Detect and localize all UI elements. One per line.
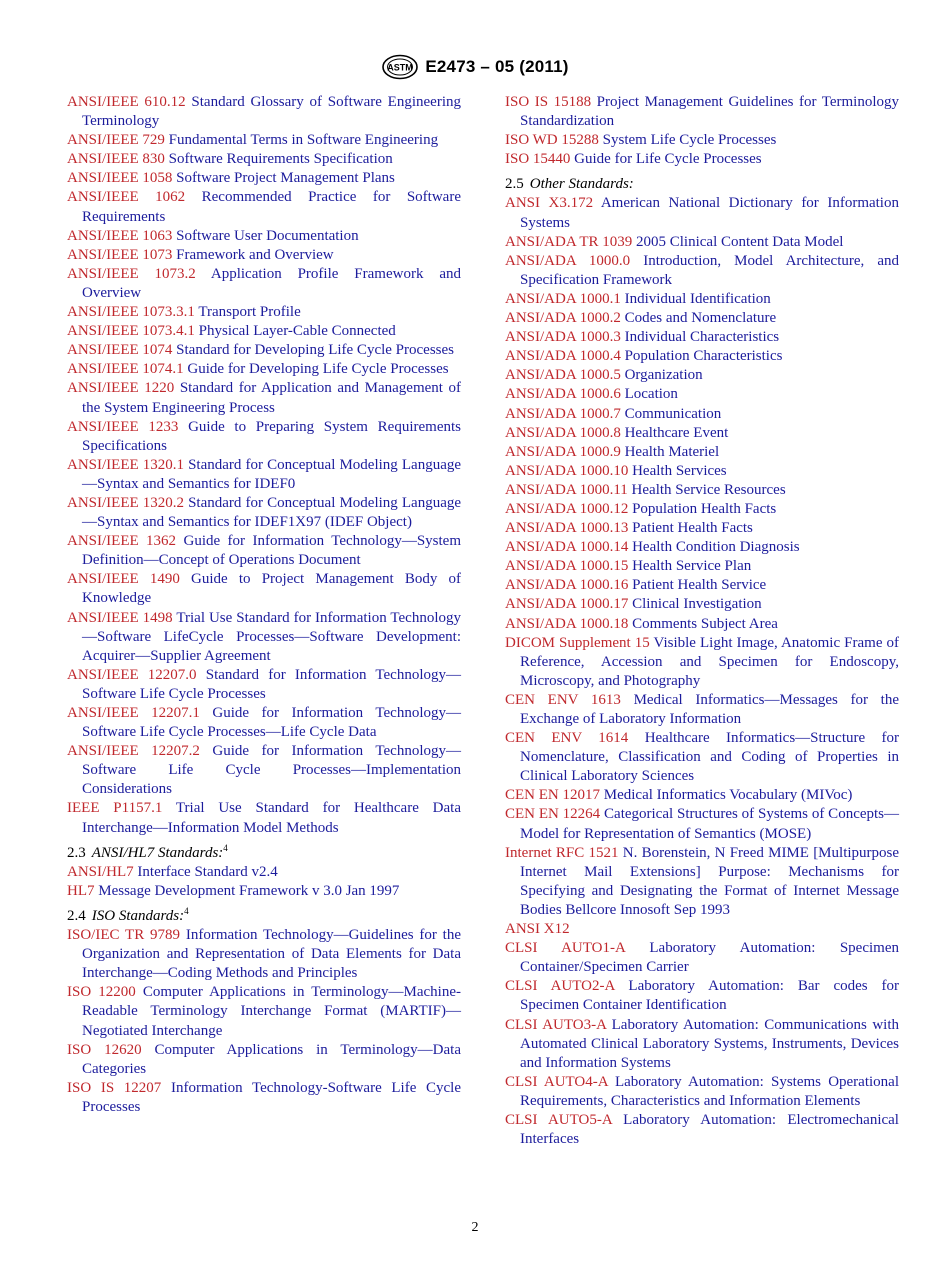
- reference-entry: [505, 194, 899, 232]
- standard-title-link[interactable]: N. Borenstein, N Freed MIME [Multipurpose Internet Mail Extensions] Purpose: Mechanisms for Specifying and Designating the Format of Internet Message Bodies Bellcore Innosoft Sep 1993: [520, 844, 900, 918]
- reference-entry: [505, 93, 899, 131]
- standard-title-link[interactable]: Communication: [624, 405, 722, 422]
- standard-code-link[interactable]: ANSI/ADA 1000.11: [505, 481, 628, 498]
- reference-entry: [505, 309, 899, 328]
- standard-code-link[interactable]: ANSI/ADA 1000.16: [505, 577, 629, 594]
- section-2-3-heading: [67, 844, 461, 863]
- reference-entry: [505, 920, 899, 939]
- reference-entry: [505, 1111, 899, 1149]
- section-number: 2.4: [67, 907, 86, 924]
- standard-title-link[interactable]: Guide to Project Management Body of Knowledge: [82, 571, 462, 607]
- standard-title-link[interactable]: Information Technology—Guidelines for the Organization and Representation of Data Elements for Data Interchange—Coding Methods and Principles: [82, 927, 462, 982]
- reference-entry: [505, 424, 899, 443]
- standard-title-link[interactable]: Standard for Conceptual Modeling Language—Syntax and Semantics for IDEF0: [82, 456, 462, 492]
- reference-entry: [505, 462, 899, 481]
- reference-entry: [67, 93, 461, 131]
- reference-entry: [505, 1016, 899, 1073]
- reference-entry: [67, 494, 461, 532]
- reference-entry: [67, 570, 461, 608]
- standard-title-link[interactable]: Recommended Practice for Software Requirements: [82, 189, 461, 225]
- reference-entry: [505, 443, 899, 462]
- reference-entry: [505, 481, 899, 500]
- standard-code-link[interactable]: ANSI/IEEE 1073.2: [67, 265, 196, 282]
- reference-entry: [505, 150, 899, 169]
- standard-title-link[interactable]: Health Materiel: [624, 443, 720, 460]
- standard-code-link[interactable]: ANSI/IEEE 1074: [67, 342, 173, 359]
- standard-title-link[interactable]: Guide to Preparing System Requirements Specifications: [82, 418, 461, 454]
- standard-title-link[interactable]: Information Technology-Software Life Cycle Processes: [82, 1079, 462, 1115]
- standard-title-link[interactable]: Computer Applications in Terminology—Data Categories: [82, 1041, 461, 1077]
- standard-title-link[interactable]: Health Service Plan: [632, 558, 752, 575]
- reference-entry: [505, 1073, 899, 1111]
- standard-title-link[interactable]: Population Health Facts: [632, 500, 777, 517]
- standard-title-link[interactable]: Health Services: [632, 462, 727, 479]
- reference-entry: [67, 666, 461, 704]
- standard-code-link[interactable]: CLSI AUTO2-A: [505, 978, 615, 995]
- standard-code-link[interactable]: ANSI/ADA 1000.14: [505, 539, 629, 556]
- footnote-ref: 4: [223, 842, 228, 853]
- standard-code-link[interactable]: ANSI/IEEE 729: [67, 132, 165, 149]
- standard-title-link[interactable]: Individual Identification: [624, 290, 771, 307]
- standard-title-link[interactable]: Trial Use Standard for Healthcare Data Interchange—Information Model Methods: [82, 800, 461, 836]
- reference-entry: [505, 786, 899, 805]
- standard-code-link[interactable]: ISO WD 15288: [505, 132, 599, 149]
- section-label: Other Standards:: [529, 176, 634, 193]
- standard-title-link[interactable]: Patient Health Facts: [632, 520, 753, 537]
- standard-code-link[interactable]: CLSI AUTO5-A: [505, 1111, 612, 1128]
- reference-entry: [67, 799, 461, 837]
- standard-code-link[interactable]: HL7: [67, 882, 95, 899]
- reference-entry: [505, 538, 899, 557]
- standard-code-link[interactable]: ANSI/IEEE 12207.0: [67, 666, 197, 683]
- standard-title-link[interactable]: Laboratory Automation: Systems Operational Requirements, Characteristics and Information Elements: [520, 1073, 899, 1109]
- standard-code-link[interactable]: DICOM Supplement 15: [505, 634, 650, 651]
- standard-code-link[interactable]: CLSI AUTO3-A: [505, 1016, 607, 1033]
- standard-code-link[interactable]: ANSI X3.172: [505, 195, 594, 212]
- astm-logo-icon: [381, 54, 419, 80]
- standard-code-link[interactable]: ANSI/IEEE 830: [67, 151, 165, 168]
- standard-code-link[interactable]: ISO IS 15188: [505, 94, 592, 110]
- standard-code-link[interactable]: ANSI/ADA 1000.8: [505, 424, 621, 441]
- standard-title-link[interactable]: Population Characteristics: [624, 348, 783, 365]
- standard-title-link[interactable]: Organization: [624, 367, 703, 384]
- reference-entry: [505, 519, 899, 538]
- reference-entry: [67, 926, 461, 983]
- standard-title-link[interactable]: Healthcare Informatics—Structure for Nomenclature, Classification and Coding of Properties in Clinical Laboratory Sciences: [520, 730, 899, 785]
- standard-title-link[interactable]: Project Management Guidelines for Terminology Standardization: [520, 94, 899, 130]
- standard-code-link[interactable]: ANSI/ADA 1000.4: [505, 348, 621, 365]
- reference-entry: [505, 252, 899, 290]
- standard-title-link[interactable]: Individual Characteristics: [624, 329, 780, 346]
- standard-title-link[interactable]: Standard for Information Technology—Software Life Cycle Processes: [82, 666, 461, 702]
- reference-entry: [67, 131, 461, 150]
- standard-code-link[interactable]: ANSI/ADA 1000.15: [505, 558, 629, 575]
- standard-title-link[interactable]: Guide for Information Technology—Software Life Cycle Processes—Life Cycle Data: [82, 705, 462, 741]
- reference-entry: [505, 366, 899, 385]
- section-number: 2.3: [67, 844, 86, 861]
- standard-title-link[interactable]: Visible Light Image, Anatomic Frame of Reference, Accession and Specimen for Endoscopy, Microscopy, and Photography: [520, 634, 900, 689]
- reference-entry: [67, 341, 461, 360]
- standard-code-link[interactable]: CLSI AUTO1-A: [505, 940, 625, 957]
- standard-code-link[interactable]: ANSI/ADA 1000.9: [505, 443, 621, 460]
- page-number: 2: [471, 1220, 479, 1235]
- standard-code-link[interactable]: IEEE P1157.1: [67, 800, 163, 817]
- standard-code-link[interactable]: CEN ENV 1613: [505, 691, 621, 708]
- reference-entry: [67, 742, 461, 799]
- hl7-list: [67, 863, 461, 901]
- standard-code-link[interactable]: ISO 15440: [505, 151, 571, 168]
- standard-code-link[interactable]: ANSI/HL7: [67, 863, 134, 880]
- standard-title-link[interactable]: Fundamental Terms in Software Engineering: [168, 132, 439, 149]
- standard-code-link[interactable]: ANSI/ADA 1000.6: [505, 386, 621, 403]
- standard-code-link[interactable]: ANSI/IEEE 1063: [67, 227, 173, 244]
- reference-entry: [67, 188, 461, 226]
- reference-entry: [505, 595, 899, 614]
- standard-code-link[interactable]: ANSI X12: [505, 921, 570, 938]
- reference-entry: [505, 576, 899, 595]
- section-number: 2.5: [505, 176, 524, 193]
- standard-title-link[interactable]: 2005 Clinical Content Data Model: [636, 233, 844, 250]
- standard-title-link[interactable]: Interface Standard v2.4: [137, 863, 278, 880]
- reference-entry: [67, 227, 461, 246]
- reference-entry: [505, 347, 899, 366]
- standard-title-link[interactable]: Location: [624, 386, 678, 403]
- standard-code-link[interactable]: ANSI/IEEE 1062: [67, 189, 186, 206]
- reference-entry: [505, 691, 899, 729]
- standard-code-link[interactable]: ANSI/IEEE 1362: [67, 533, 177, 550]
- standard-title-link[interactable]: Guide for Information Technology—Software Life Cycle Processes—Implementation Considerations: [82, 743, 462, 798]
- left-column: [67, 93, 461, 1117]
- section-label: ANSI/HL7 Standards:: [91, 844, 224, 861]
- reference-entry: [505, 615, 899, 634]
- standard-code-link[interactable]: ANSI/IEEE 1220: [67, 380, 175, 397]
- page-header: [0, 54, 950, 80]
- standard-code-link[interactable]: ISO IS 12207: [67, 1079, 162, 1096]
- standard-code-link[interactable]: ANSI/ADA TR 1039: [505, 233, 633, 250]
- right-column: [505, 93, 899, 1149]
- standard-title-link[interactable]: Laboratory Automation: Bar codes for Specimen Container Identification: [520, 978, 899, 1014]
- reference-entry: [505, 939, 899, 977]
- reference-entry: [505, 805, 899, 843]
- reference-entry: [505, 634, 899, 691]
- reference-entry: [505, 405, 899, 424]
- standard-code-link[interactable]: ANSI/ADA 1000.2: [505, 310, 621, 327]
- reference-entry: [67, 303, 461, 322]
- reference-entry: [67, 863, 461, 882]
- standard-code-link[interactable]: ANSI/IEEE 12207.1: [67, 705, 200, 721]
- standard-title-link[interactable]: Transport Profile: [198, 304, 301, 321]
- standard-title-link[interactable]: Guide for Life Cycle Processes: [574, 151, 762, 168]
- reference-entry: [67, 379, 461, 417]
- standard-title-link[interactable]: Framework and Overview: [176, 246, 334, 263]
- reference-entry: [505, 233, 899, 252]
- reference-entry: [67, 1079, 461, 1117]
- standard-code-link[interactable]: ANSI/IEEE 610.12: [67, 94, 186, 110]
- standard-title-link[interactable]: American National Dictionary for Information Systems: [520, 195, 899, 231]
- standard-code-link[interactable]: ANSI/IEEE 1073.4.1: [67, 323, 195, 340]
- standard-code-link[interactable]: ANSI/ADA 1000.12: [505, 500, 629, 517]
- standard-title-link[interactable]: Software Project Management Plans: [176, 170, 395, 187]
- standard-code-link[interactable]: ANSI/ADA 1000.10: [505, 462, 629, 479]
- footnote-ref: 4: [184, 905, 189, 916]
- standard-title-link[interactable]: Guide for Information Technology—System Definition—Concept of Operations Document: [82, 533, 462, 569]
- standard-code-link[interactable]: ANSI/IEEE 1490: [67, 571, 180, 588]
- document-title: E2473 – 05 (2011): [425, 57, 569, 76]
- standard-title-link[interactable]: Codes and Nomenclature: [624, 310, 777, 327]
- standard-code-link[interactable]: ANSI/IEEE 1498: [67, 609, 173, 626]
- standard-title-link[interactable]: Comments Subject Area: [632, 615, 778, 632]
- reference-entry: [67, 609, 461, 666]
- standard-title-link[interactable]: Medical Informatics Vocabulary (MIVoc): [603, 787, 853, 804]
- standard-title-link[interactable]: Categorical Structures of Systems of Concepts—Model for Representation of Semantics (MOSE): [520, 806, 900, 842]
- standard-title-link[interactable]: Guide for Developing Life Cycle Processes: [187, 361, 449, 378]
- reference-entry: [67, 704, 461, 742]
- standard-code-link[interactable]: ANSI/IEEE 1320.1: [67, 456, 184, 473]
- standard-title-link[interactable]: Computer Applications in Terminology—Machine-Readable Terminology Interchange Format (MARTIF)—Negotiated Interchange: [82, 984, 462, 1039]
- standard-code-link[interactable]: ISO/IEC TR 9789: [67, 927, 181, 944]
- reference-entry: [505, 290, 899, 309]
- standard-code-link[interactable]: ISO 12620: [67, 1041, 142, 1058]
- standard-title-link[interactable]: System Life Cycle Processes: [602, 132, 777, 149]
- standard-code-link[interactable]: ANSI/ADA 1000.5: [505, 367, 621, 384]
- section-label: ISO Standards:: [91, 907, 185, 924]
- standard-code-link[interactable]: ANSI/ADA 1000.18: [505, 615, 629, 632]
- reference-entry: [67, 1041, 461, 1079]
- other-standards-list: [505, 194, 899, 1149]
- ieee-list: [67, 93, 461, 838]
- standard-code-link[interactable]: ANSI/ADA 1000.13: [505, 520, 629, 537]
- standard-title-link[interactable]: Health Condition Diagnosis: [632, 539, 800, 556]
- standard-title-link[interactable]: Trial Use Standard for Information Technology—Software LifeCycle Processes—Software Development: Acquirer—Supplier Agreement: [82, 609, 462, 664]
- standard-code-link[interactable]: ANSI/ADA 1000.0: [505, 252, 631, 269]
- standard-code-link[interactable]: ANSI/IEEE 1074.1: [67, 361, 184, 378]
- reference-entry: [67, 983, 461, 1040]
- standard-code-link[interactable]: ANSI/ADA 1000.1: [505, 290, 621, 307]
- standard-code-link[interactable]: ANSI/IEEE 1073.3.1: [67, 304, 195, 321]
- reference-entry: [67, 265, 461, 303]
- standard-code-link[interactable]: Internet RFC 1521: [505, 844, 619, 861]
- reference-entry: [505, 385, 899, 404]
- reference-entry: [505, 500, 899, 519]
- standard-title-link[interactable]: Patient Health Service: [632, 577, 767, 594]
- standard-code-link[interactable]: ANSI/ADA 1000.17: [505, 596, 629, 613]
- standard-title-link[interactable]: Laboratory Automation: Communications with Automated Clinical Laboratory Systems, Instruments, Devices and Information Systems: [520, 1016, 899, 1071]
- standard-title-link[interactable]: Standard for Developing Life Cycle Processes: [176, 342, 454, 359]
- standard-title-link[interactable]: Physical Layer-Cable Connected: [198, 323, 396, 340]
- section-2-4-heading: [67, 907, 461, 926]
- standard-code-link[interactable]: ANSI/ADA 1000.3: [505, 329, 621, 346]
- reference-entry: [505, 844, 899, 920]
- reference-entry: [67, 360, 461, 379]
- section-2-5-heading: [505, 175, 899, 194]
- standard-title-link[interactable]: Software User Documentation: [176, 227, 359, 244]
- standard-title-link[interactable]: Application Profile Framework and Overview: [82, 265, 461, 301]
- reference-entry: [505, 729, 899, 786]
- reference-entry: [505, 131, 899, 150]
- reference-entry: [67, 169, 461, 188]
- standard-title-link[interactable]: Software Requirements Specification: [168, 151, 393, 168]
- standard-code-link[interactable]: ANSI/IEEE 1320.2: [67, 494, 184, 511]
- svg-text:ASTM: ASTM: [387, 62, 414, 73]
- reference-entry: [67, 882, 461, 901]
- reference-entry: [67, 246, 461, 265]
- standard-title-link[interactable]: Standard for Application and Management of the System Engineering Process: [82, 380, 462, 416]
- standard-code-link[interactable]: ANSI/IEEE 1058: [67, 170, 173, 187]
- standard-code-link[interactable]: ANSI/IEEE 1233: [67, 418, 179, 435]
- standard-title-link[interactable]: Clinical Investigation: [632, 596, 762, 613]
- reference-entry: [505, 557, 899, 576]
- reference-entry: [67, 150, 461, 169]
- reference-entry: [67, 322, 461, 341]
- iso-list: [67, 926, 461, 1117]
- standard-code-link[interactable]: CLSI AUTO4-A: [505, 1073, 608, 1090]
- standard-title-link[interactable]: Standard for Conceptual Modeling Language—Syntax and Semantics for IDEF1X97 (IDEF Object): [82, 494, 462, 531]
- standard-title-link[interactable]: Health Service Resources: [631, 481, 786, 498]
- standard-title-link[interactable]: Healthcare Event: [624, 424, 729, 441]
- reference-entry: [505, 977, 899, 1015]
- standard-title-link[interactable]: Laboratory Automation: Electromechanical Interfaces: [520, 1111, 899, 1148]
- standard-title-link[interactable]: Standard Glossary of Software Engineering Terminology: [82, 94, 461, 130]
- reference-entry: [67, 532, 461, 570]
- reference-entry: [67, 418, 461, 456]
- standard-code-link[interactable]: ANSI/ADA 1000.7: [505, 405, 621, 422]
- standard-title-link[interactable]: Medical Informatics—Messages for the Exchange of Laboratory Information: [520, 691, 899, 727]
- standard-code-link[interactable]: CEN EN 12017: [505, 787, 600, 804]
- iso-list-continued: [505, 93, 899, 169]
- standard-code-link[interactable]: ISO 12200: [67, 984, 136, 1001]
- standard-code-link[interactable]: ANSI/IEEE 1073: [67, 246, 173, 263]
- standard-title-link[interactable]: Message Development Framework v 3.0 Jan 1997: [98, 882, 400, 899]
- standard-code-link[interactable]: CEN EN 12264: [505, 806, 601, 823]
- standard-code-link[interactable]: ANSI/IEEE 12207.2: [67, 743, 200, 760]
- standard-title-link[interactable]: Laboratory Automation: Specimen Container/Specimen Carrier: [520, 940, 899, 976]
- reference-entry: [505, 328, 899, 347]
- standard-title-link[interactable]: Introduction, Model Architecture, and Specification Framework: [520, 252, 899, 288]
- reference-entry: [67, 456, 461, 494]
- standard-code-link[interactable]: CEN ENV 1614: [505, 730, 629, 747]
